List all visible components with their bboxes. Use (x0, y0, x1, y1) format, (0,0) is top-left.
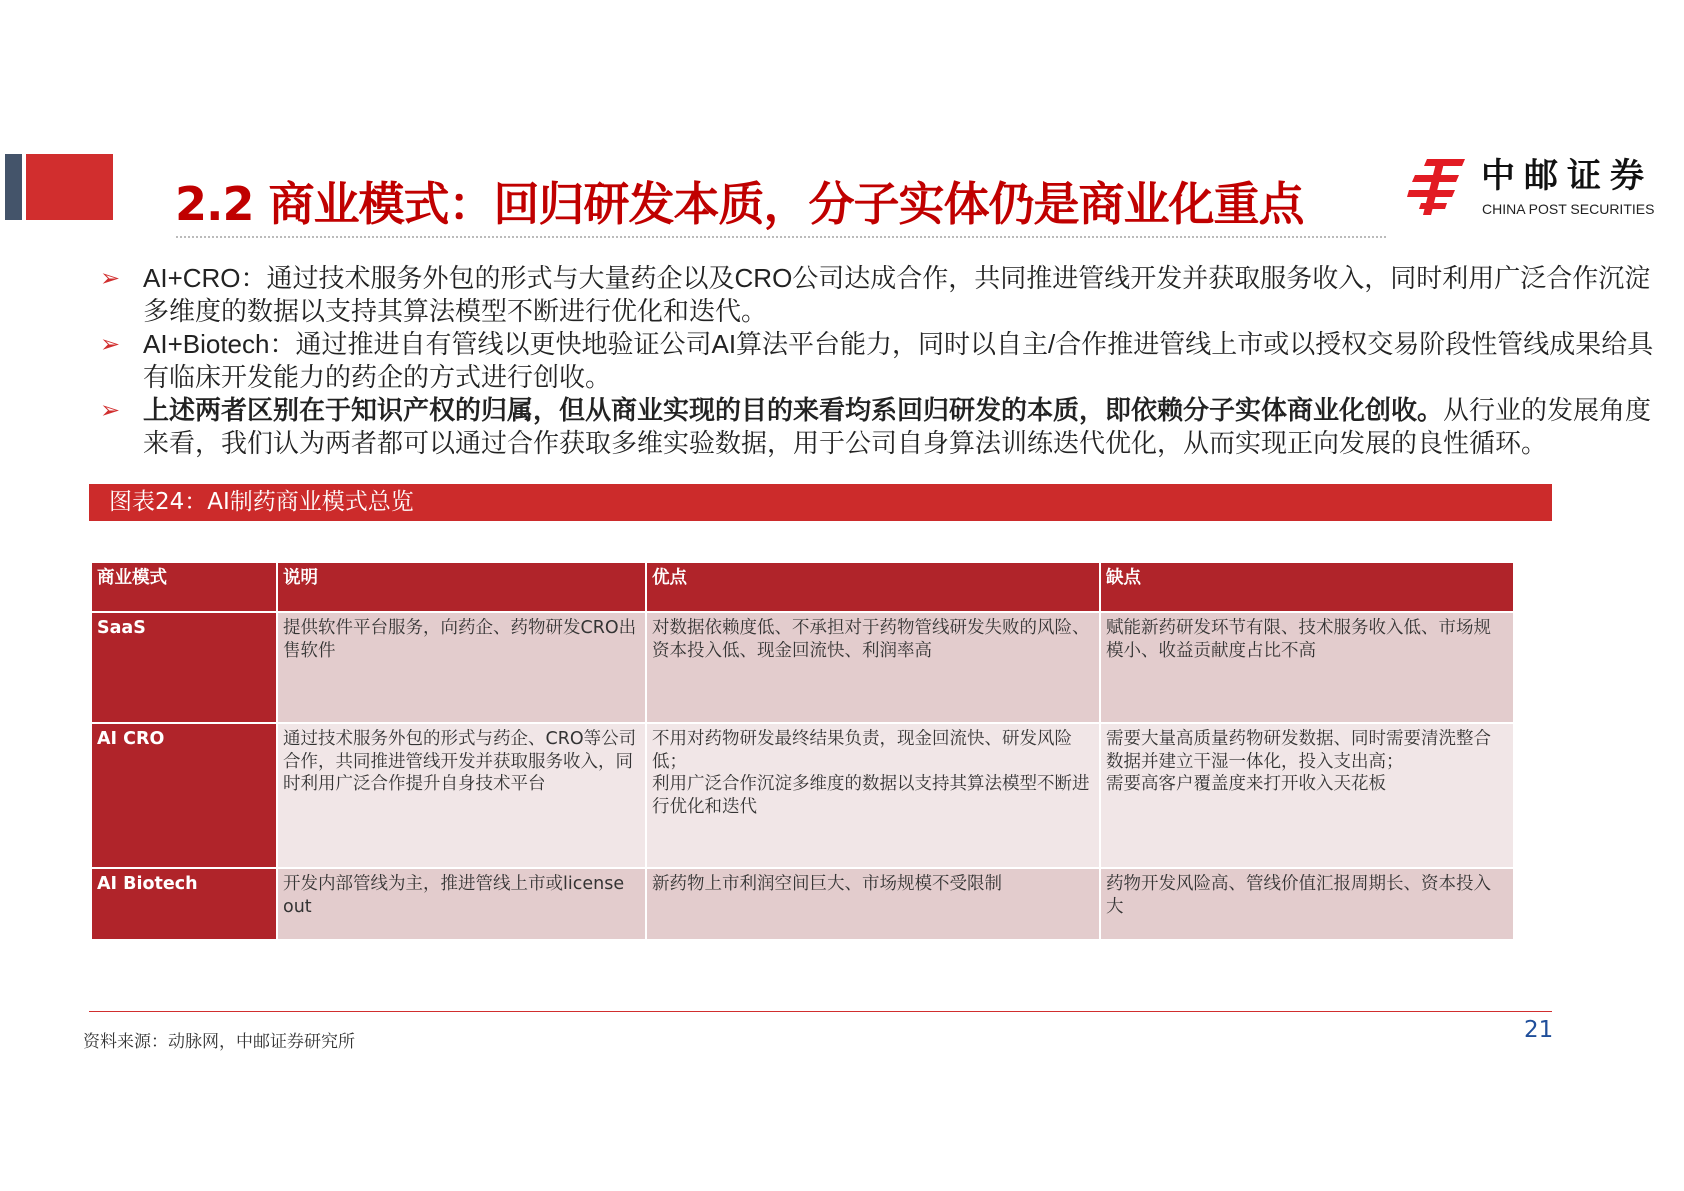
cons-cell: 赋能新药研发环节有限、技术服务收入低、市场规模小、收益贡献度占比不高 (1100, 612, 1514, 723)
column-header: 优点 (646, 562, 1100, 612)
logo-english-name: CHINA POST SECURITIES (1482, 201, 1655, 217)
column-header: 缺点 (1100, 562, 1514, 612)
arrow-bullet-icon: ➢ (100, 265, 121, 292)
column-header: 说明 (277, 562, 646, 612)
table-row (91, 868, 1514, 940)
pros-cell: 不用对药物研发最终结果负责，现金回流快、研发风险低； 利用广泛合作沉淀多维度的数据以支持其算法模型不断进行优化和迭代 (646, 723, 1100, 868)
bullet-text: AI+CRO：通过技术服务外包的形式与大量药企以及CRO公司达成合作，共同推进管线开发并获取服务收入，同时利用广泛合作沉淀多维度的数据以支持其算法模型不断进行优化和迭代。 (143, 263, 1651, 326)
bullet-bold-text: 上述两者区别在于知识产权的归属，但从商业实现的目的来看均系回归研发的本质，即依赖分子实体商业化创收。 (143, 395, 1444, 425)
pros-cell: 新药物上市利润空间巨大、市场规模不受限制 (646, 868, 1100, 940)
column-header: 商业模式 (91, 562, 277, 612)
arrow-bullet-icon: ➢ (100, 331, 121, 358)
figure-caption-bar (89, 484, 1552, 521)
side-accent-block (26, 154, 113, 220)
table-header-row (91, 562, 1514, 612)
table-row (91, 723, 1514, 868)
bullet-item (100, 394, 1660, 460)
company-logo (1407, 157, 1677, 219)
description-cell: 开发内部管线为主，推进管线上市或license out (277, 868, 646, 940)
arrow-bullet-icon: ➢ (100, 397, 121, 424)
model-name-cell: AI CRO (91, 723, 277, 868)
bullet-text: 从行业的发展角度来看，我们认为两者都可以通过合作获取多维实验数据，用于公司自身算法训练迭代优化，从而实现正向发展的良性循环。 (143, 395, 1652, 458)
bullet-item (100, 328, 1660, 394)
side-accent-bar (5, 154, 22, 220)
table-row (91, 612, 1514, 723)
main-content (89, 262, 1664, 941)
page-number: 21 (1524, 1017, 1554, 1043)
title-divider (176, 236, 1386, 238)
bullet-text: AI+Biotech：通过推进自有管线以更快地验证公司AI算法平台能力，同时以自主/合作推进管线上市或以授权交易阶段性管线成果给具有临床开发能力的药企的方式进行创收。 (143, 329, 1654, 392)
bullet-item (100, 262, 1660, 328)
model-name-cell: SaaS (91, 612, 277, 723)
cons-cell: 药物开发风险高、管线价值汇报周期长、资本投入大 (1100, 868, 1514, 940)
footer-divider (89, 1011, 1552, 1012)
description-cell: 提供软件平台服务，向药企、药物研发CRO出售软件 (277, 612, 646, 723)
page-title: 2.2 商业模式：回归研发本质，分子实体仍是商业化重点 (175, 177, 1304, 231)
pros-cell: 对数据依赖度低、不承担对于药物管线研发失败的风险、资本投入低、现金回流快、利润率高 (646, 612, 1100, 723)
cons-cell: 需要大量高质量药物研发数据、同时需要清洗整合数据并建立干湿一体化，投入支出高； 需要高客户覆盖度来打开收入天花板 (1100, 723, 1514, 868)
source-note: 资料来源：动脉网，中邮证券研究所 (83, 1032, 355, 1052)
figure-caption: 图表24：AI制药商业模式总览 (109, 489, 414, 515)
logo-chinese-name: 中邮证券 (1481, 156, 1653, 196)
bullet-list (100, 262, 1660, 460)
model-name-cell: AI Biotech (91, 868, 277, 940)
description-cell: 通过技术服务外包的形式与药企、CRO等公司合作，共同推进管线开发并获取服务收入，同时利用广泛合作提升自身技术平台 (277, 723, 646, 868)
china-post-logo-icon (1407, 157, 1469, 217)
business-model-table (90, 561, 1515, 941)
